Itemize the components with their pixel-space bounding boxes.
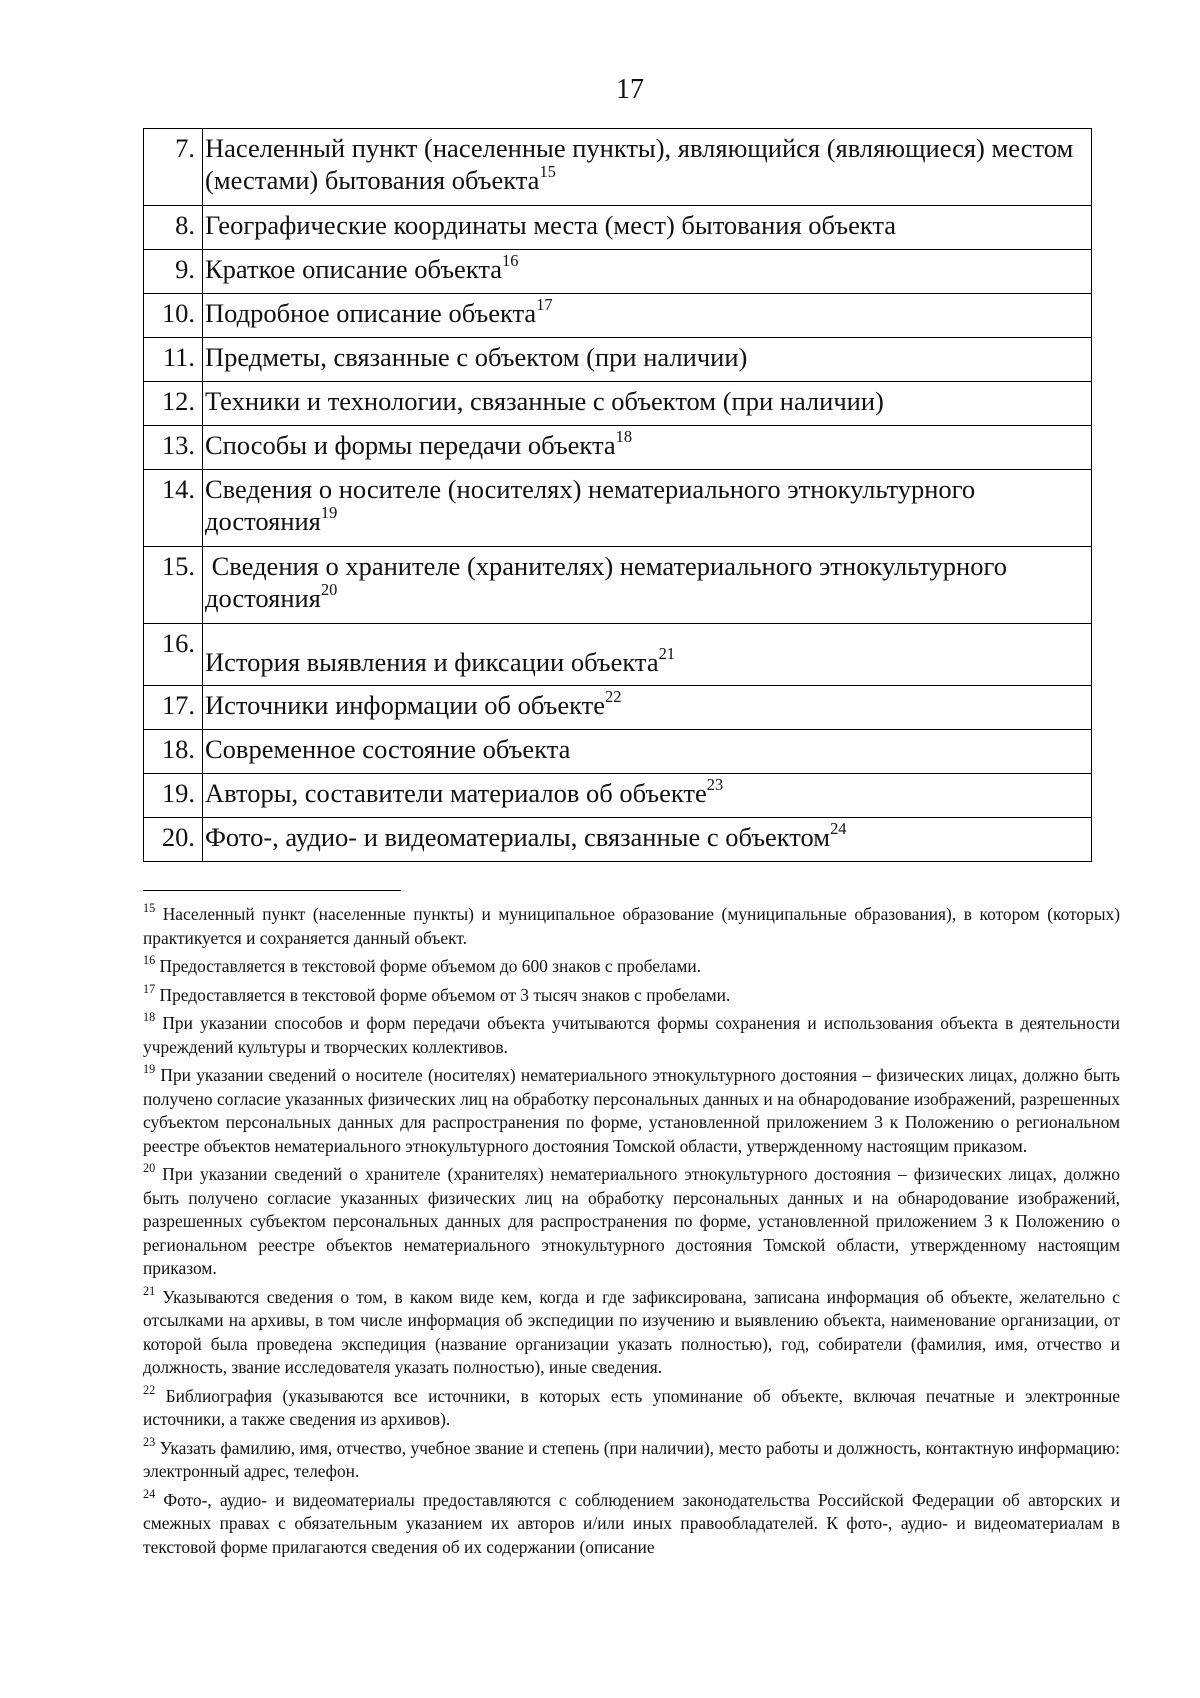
footnote-number: 19 [143, 1062, 156, 1077]
footnote-ref[interactable]: 18 [615, 427, 633, 447]
table-row [144, 426, 1092, 470]
footnote [143, 1012, 1120, 1059]
row-number: 20. [144, 818, 203, 862]
table-row [144, 730, 1092, 774]
footnote-separator [143, 890, 401, 891]
row-label: Техники и технологии, связанные с объектом (при наличии) [205, 386, 884, 416]
registry-fields-table [143, 128, 1092, 862]
row-label: Предметы, связанные с объектом (при наличии) [205, 342, 748, 372]
footnote-ref[interactable]: 23 [706, 775, 724, 795]
row-text [203, 686, 1092, 730]
footnotes [143, 903, 1120, 1564]
row-number: 13. [144, 426, 203, 470]
row-number: 19. [144, 774, 203, 818]
row-label: Географические координаты места (мест) бытования объекта [205, 210, 897, 240]
row-label: Авторы, составители материалов об объекте [205, 778, 707, 808]
table-row [144, 206, 1092, 250]
footnote-number: 23 [143, 1434, 156, 1449]
row-number: 18. [144, 730, 203, 774]
row-label: Современное состояние объекта [205, 734, 571, 764]
footnote-ref[interactable]: 19 [320, 503, 338, 523]
footnote [143, 1064, 1120, 1158]
row-label: Краткое описание объекта [205, 254, 503, 284]
table-row [144, 382, 1092, 426]
row-label: Фото-, аудио- и видеоматериалы, связанные с объектом [205, 822, 831, 852]
footnote-text: Предоставляется в текстовой форме объемом от 3 тысяч знаков с пробелами. [155, 984, 731, 1005]
footnote-text: Указываются сведения о том, в каком виде кем, когда и где зафиксирована, записана информация об объекте, желательно с отсылками на архивы, в том числе информация об экспедиции по изучению и выявлению объекта, наименование организации, от которой была проведена экспедиция (название организации указать полностью), год, собиратели (фамилия, имя, отчество и должность, звание исследователя указать полностью), иные сведения. [143, 1286, 1120, 1377]
row-text [203, 426, 1092, 470]
row-number: 17. [144, 686, 203, 730]
footnote-text: При указании сведений о хранителе (хранителях) нематериального этнокультурного достояния – физических лицах, должно быть получено согласие указанных физических лиц на обработку персональных данных и на обнародование изображений, разрешенных субъектом персональных данных для распространения по форме, установленной приложением 3 к Положению о региональном реестре объектов нематериального этнокультурного достояния Томской области, утвержденному настоящим приказом. [143, 1164, 1120, 1278]
footnote-ref[interactable]: 15 [539, 162, 556, 182]
row-number: 11. [144, 338, 203, 382]
footnote [143, 981, 1120, 1008]
footnote [143, 903, 1120, 950]
table-row [144, 547, 1092, 624]
row-text [203, 294, 1092, 338]
row-label: Сведения о хранителе (хранителях) нематериального этнокультурного достояния [205, 551, 1014, 613]
row-number: 8. [144, 206, 203, 250]
footnote-text: При указании сведений о носителе (носителях) нематериального этнокультурного достояния – физических лицах, должно быть получено согласие указанных физических лиц на обработку персональных данных и на обнародование изображений, разрешенных субъектом персональных данных для распространения по форме, установленной приложением 3 к Положению о региональном реестре объектов нематериального этнокультурного достояния Томской области, утвержденному настоящим приказом. [143, 1065, 1120, 1156]
row-number: 12. [144, 382, 203, 426]
footnote-number: 24 [143, 1486, 156, 1501]
footnote [143, 1163, 1120, 1281]
footnote [143, 955, 1120, 979]
footnote-ref[interactable]: 16 [502, 251, 519, 271]
row-number: 15. [144, 547, 203, 624]
row-number: 14. [144, 470, 203, 547]
row-number: 9. [144, 250, 203, 294]
row-text [203, 774, 1092, 818]
footnote-text: Библиография (указываются все источники, в которых есть упоминание об объекте, включая печатные и электронные источники, а также сведения из архивов). [143, 1385, 1120, 1429]
footnote-ref[interactable]: 20 [320, 580, 338, 600]
row-text [203, 129, 1092, 206]
table-row [144, 470, 1092, 547]
footnote-number: 18 [143, 1010, 156, 1025]
row-text [203, 470, 1092, 547]
footnote-number: 20 [143, 1161, 156, 1176]
footnote [143, 1434, 1120, 1484]
row-label: Способы и формы передачи объекта [205, 430, 616, 460]
row-text [203, 206, 1092, 250]
footnote-number: 15 [143, 901, 156, 916]
footnote-number: 21 [143, 1283, 156, 1298]
row-number: 7. [144, 129, 203, 206]
table-row [144, 818, 1092, 862]
row-label: История выявления и фиксации объекта [205, 647, 659, 677]
page-number: 17 [616, 74, 644, 105]
footnote-number: 16 [143, 953, 156, 968]
row-text [203, 624, 1092, 686]
footnote [143, 1283, 1120, 1380]
footnote-ref[interactable]: 24 [830, 819, 847, 839]
table-row [144, 686, 1092, 730]
row-text [203, 250, 1092, 294]
footnote-text: При указании способов и форм передачи объекта учитываются формы сохранения и использования объекта в деятельности учреждений культуры и творческих коллективов. [143, 1013, 1120, 1057]
footnote-text: Фото-, аудио- и видеоматериалы предоставляются с соблюдением законодательства Российской Федерации об авторских и смежных правах с обязательным указанием их авторов и/или иных правообладателей. К фото-, аудио- и видеоматериалам в текстовой форме прилагаются сведения об их содержании (описание [143, 1489, 1120, 1557]
row-number: 10. [144, 294, 203, 338]
row-label: Источники информации об объекте [205, 690, 605, 720]
row-label: Населенный пункт (населенные пункты), являющийся (являющиеся) местом (местами) бытования объекта [205, 133, 1074, 195]
footnote-ref[interactable]: 17 [536, 295, 553, 315]
footnote-text: Населенный пункт (населенные пункты) и муниципальное образование (муниципальные образования), в котором (которых) практикуется и сохраняется данный объект. [143, 904, 1120, 948]
footnote-ref[interactable]: 22 [604, 687, 622, 707]
row-text [203, 818, 1092, 862]
table-row [144, 338, 1092, 382]
table-row [144, 294, 1092, 338]
row-text [203, 730, 1092, 774]
table-row [144, 774, 1092, 818]
footnote-number: 17 [143, 981, 156, 996]
row-number: 16. [144, 624, 203, 686]
row-label: Подробное описание объекта [205, 298, 537, 328]
row-text [203, 338, 1092, 382]
footnote-text: Указать фамилию, имя, отчество, учебное звание и степень (при наличии), место работы и должность, контактную информацию: электронный адрес, телефон. [143, 1437, 1120, 1481]
table-row [144, 624, 1092, 686]
footnote-number: 22 [143, 1382, 156, 1397]
row-label: Сведения о носителе (носителях) нематериального этнокультурного достояния [205, 474, 976, 536]
footnote-ref[interactable]: 21 [658, 644, 676, 664]
table-row [144, 250, 1092, 294]
row-text [203, 547, 1092, 624]
table-row [144, 129, 1092, 206]
footnote [143, 1486, 1120, 1560]
footnote-text: Предоставляется в текстовой форме объемом до 600 знаков с пробелами. [155, 956, 702, 976]
footnote [143, 1382, 1120, 1432]
row-text [203, 382, 1092, 426]
